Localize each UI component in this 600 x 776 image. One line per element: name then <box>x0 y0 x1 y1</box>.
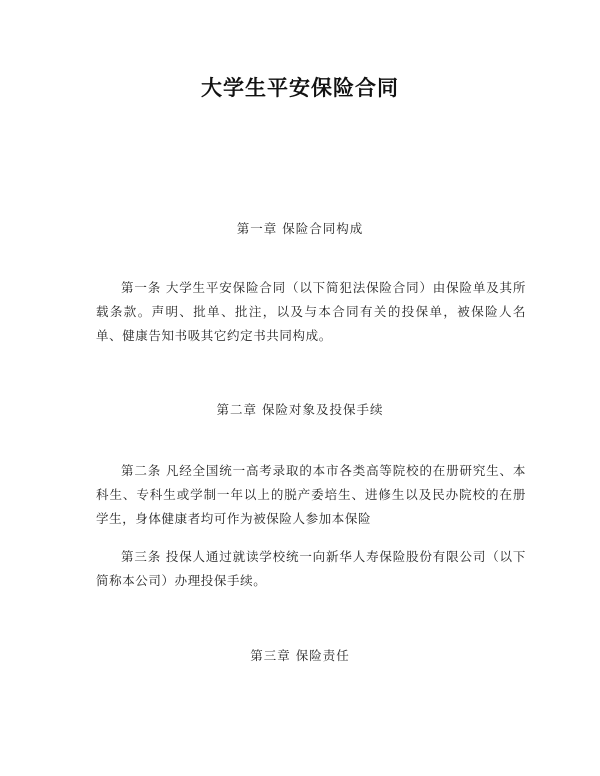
article-3-paragraph: 第三条 投保人通过就读学校统一向新华人寿保险股份有限公司（以下简称本公司）办理投保手续。 <box>96 549 526 588</box>
article-1-paragraph: 第一条 大学生平安保险合同（以下简犯法保险合同）由保险单及其所载条款。声明、批单、批注，以及与本合同有关的投保单，被保险人名单、健康告知书吸其它约定书共同构成。 <box>96 280 526 343</box>
document-title: 大学生平安保险合同 <box>201 76 399 100</box>
chapter-3-heading: 第三章 保险责任 <box>250 648 350 663</box>
chapter-1-heading: 第一章 保险合同构成 <box>236 221 364 236</box>
article-2-paragraph: 第二条 凡经全国统一高考录取的本市各类高等院校的在册研究生、本科生、专科生或学制一年以上的脱产委培生、进修生以及民办院校的在册学生，身体健康者均可作为被保险人参加本保险 <box>96 463 526 526</box>
chapter-2-heading: 第二章 保险对象及投保手续 <box>216 402 384 417</box>
